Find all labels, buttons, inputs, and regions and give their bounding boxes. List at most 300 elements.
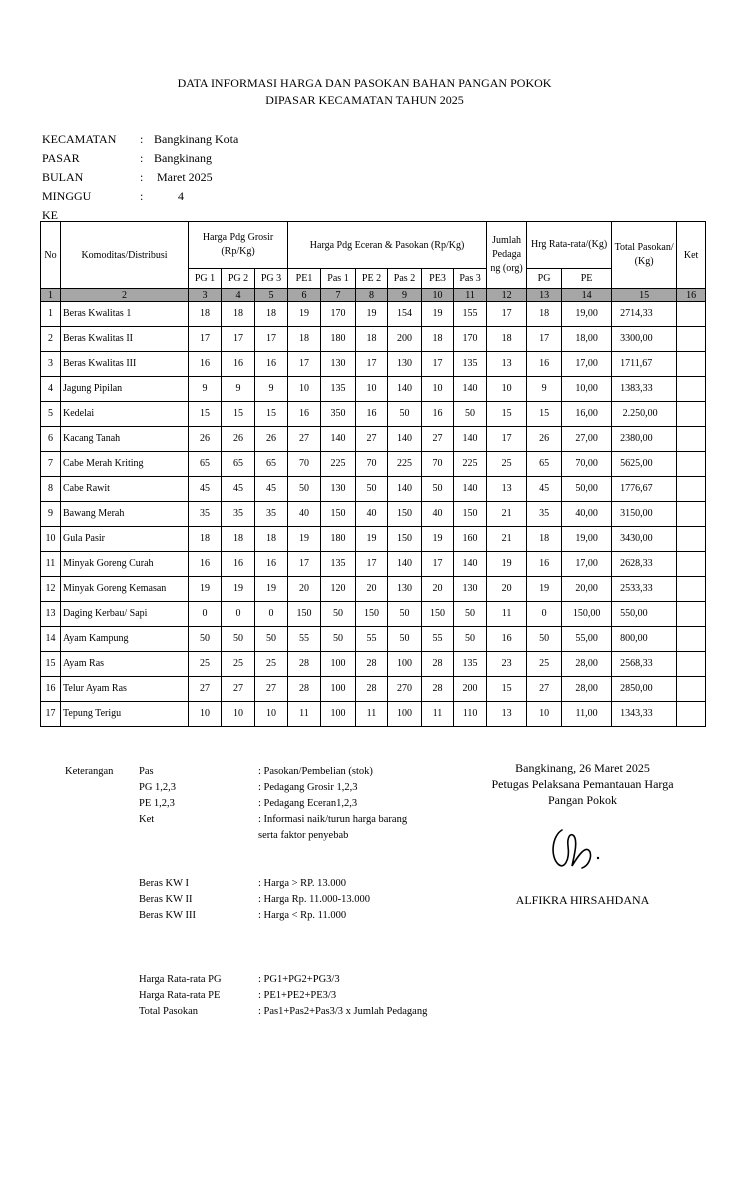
table-cell: 17 <box>189 327 222 352</box>
table-cell: 50 <box>454 402 487 427</box>
column-number-cell: 6 <box>288 289 321 302</box>
table-cell: 11 <box>288 702 321 727</box>
commodity-name-cell: Telur Ayam Ras <box>61 677 189 702</box>
subheader-cell: PE <box>562 269 612 289</box>
table-cell: 130 <box>388 577 422 602</box>
table-cell: 1343,33 <box>612 702 677 727</box>
table-cell: 45 <box>189 477 222 502</box>
table-cell: 12 <box>41 577 61 602</box>
table-row <box>41 377 706 402</box>
subheader-cell: Pas 2 <box>388 269 422 289</box>
table-cell: 16 <box>255 352 288 377</box>
table-cell: 100 <box>388 702 422 727</box>
table-cell: 150 <box>454 502 487 527</box>
commodity-name-cell: Beras Kwalitas II <box>61 327 189 352</box>
header-total-pasokan: Total Pasokan/ (Kg) <box>612 222 677 289</box>
table-cell: 14 <box>41 627 61 652</box>
table-row <box>41 627 706 652</box>
table-cell: 27 <box>356 427 388 452</box>
header-harga-rata: Hrg Rata-rata/(Kg) <box>527 222 612 269</box>
table-cell <box>677 702 706 727</box>
table-cell: 0 <box>222 602 255 627</box>
table-cell: 10 <box>255 702 288 727</box>
table-cell <box>677 627 706 652</box>
table-cell <box>677 527 706 552</box>
table-row <box>41 677 706 702</box>
header-row <box>41 222 706 269</box>
note-value: : Informasi naik/turun harga barang <box>258 814 408 825</box>
table-cell: 1776,67 <box>612 477 677 502</box>
note-key: Beras KW II <box>139 894 193 905</box>
table-cell: 140 <box>454 377 487 402</box>
column-number-cell: 16 <box>677 289 706 302</box>
column-number-cell: 14 <box>562 289 612 302</box>
table-cell: 155 <box>454 302 487 327</box>
table-cell: 16 <box>422 402 454 427</box>
table-cell: 19 <box>527 577 562 602</box>
table-cell: 2.250,00 <box>612 402 677 427</box>
table-cell: 17 <box>422 552 454 577</box>
table-cell: 16 <box>222 552 255 577</box>
table-cell: 130 <box>388 352 422 377</box>
signature-role-line-1: Petugas Pelaksana Pemantauan Harga <box>491 777 674 791</box>
table-cell: 18 <box>222 527 255 552</box>
commodity-name-cell: Ayam Ras <box>61 652 189 677</box>
subheader-cell: PE 2 <box>356 269 388 289</box>
table-cell: 1711,67 <box>612 352 677 377</box>
subheader-cell: Pas 3 <box>454 269 487 289</box>
table-cell: 13 <box>487 352 527 377</box>
note-key: PE 1,2,3 <box>139 798 175 809</box>
notes-heading: Keterangan <box>65 766 114 777</box>
note-value: : PG1+PG2+PG3/3 <box>258 974 340 985</box>
table-cell: 2568,33 <box>612 652 677 677</box>
header-eceran: Harga Pdg Eceran & Pasokan (Rp/Kg) <box>288 222 487 269</box>
column-number-cell: 8 <box>356 289 388 302</box>
signature-block <box>470 760 695 808</box>
table-cell: 18 <box>527 527 562 552</box>
commodity-name-cell: Tepung Terigu <box>61 702 189 727</box>
table-row <box>41 552 706 577</box>
table-cell: 9 <box>41 502 61 527</box>
table-cell: 130 <box>321 352 356 377</box>
table-cell: 2714,33 <box>612 302 677 327</box>
table-cell: 8 <box>41 477 61 502</box>
table-cell: 40 <box>422 502 454 527</box>
table-cell: 19,00 <box>562 302 612 327</box>
table-cell: 70 <box>422 452 454 477</box>
table-cell: 16 <box>356 402 388 427</box>
table-cell: 225 <box>388 452 422 477</box>
table-cell: 18 <box>255 302 288 327</box>
table-cell: 0 <box>527 602 562 627</box>
table-cell: 50 <box>527 627 562 652</box>
table-cell: 10 <box>422 377 454 402</box>
table-cell: 35 <box>527 502 562 527</box>
table-cell: 13 <box>487 477 527 502</box>
info-separator: : <box>140 189 144 203</box>
header-ket: Ket <box>677 222 706 289</box>
table-cell: 16,00 <box>562 402 612 427</box>
table-cell: 130 <box>454 577 487 602</box>
table-cell: 45 <box>255 477 288 502</box>
table-cell: 15 <box>189 402 222 427</box>
table-cell: 2533,33 <box>612 577 677 602</box>
commodity-name-cell: Daging Kerbau/ Sapi <box>61 602 189 627</box>
subheader-cell: PG <box>527 269 562 289</box>
table-cell: 25 <box>487 452 527 477</box>
table-cell: 3300,00 <box>612 327 677 352</box>
table-cell: 140 <box>388 477 422 502</box>
table-cell: 50 <box>222 627 255 652</box>
table-cell: 110 <box>454 702 487 727</box>
table-cell: 18 <box>527 302 562 327</box>
note-key: Harga Rata-rata PG <box>139 974 222 985</box>
info-label: PASAR <box>42 151 80 165</box>
column-number-cell: 3 <box>189 289 222 302</box>
table-cell: 150 <box>388 502 422 527</box>
column-number-cell: 5 <box>255 289 288 302</box>
table-cell: 50 <box>255 627 288 652</box>
table-row <box>41 477 706 502</box>
table-cell <box>677 327 706 352</box>
table-cell: 55 <box>422 627 454 652</box>
table-cell: 65 <box>255 452 288 477</box>
table-cell: 50 <box>288 477 321 502</box>
table-cell: 50 <box>454 627 487 652</box>
table-cell: 28 <box>288 677 321 702</box>
table-cell: 160 <box>454 527 487 552</box>
table-cell: 40 <box>288 502 321 527</box>
table-cell: 170 <box>454 327 487 352</box>
column-number-cell: 4 <box>222 289 255 302</box>
table-cell: 26 <box>527 427 562 452</box>
table-cell: 170 <box>321 302 356 327</box>
table-row <box>41 527 706 552</box>
table-cell <box>677 302 706 327</box>
table-cell: 25 <box>255 652 288 677</box>
table-cell: 16 <box>222 352 255 377</box>
table-row <box>41 652 706 677</box>
table-cell: 20 <box>356 577 388 602</box>
table-cell: 18 <box>288 327 321 352</box>
table-cell: 28 <box>356 677 388 702</box>
table-cell: 28 <box>422 677 454 702</box>
table-cell: 45 <box>222 477 255 502</box>
table-cell: 27 <box>189 677 222 702</box>
info-separator: : <box>140 170 144 184</box>
table-cell: 19 <box>288 527 321 552</box>
table-cell: 28,00 <box>562 652 612 677</box>
commodity-name-cell: Kedelai <box>61 402 189 427</box>
table-cell: 17 <box>356 352 388 377</box>
table-cell: 180 <box>321 327 356 352</box>
table-row <box>41 577 706 602</box>
table-cell: 550,00 <box>612 602 677 627</box>
table-row <box>41 427 706 452</box>
table-cell: 50 <box>388 402 422 427</box>
title-line-1: DATA INFORMASI HARGA DAN PASOKAN BAHAN PANGAN POKOK <box>177 76 552 90</box>
table-cell: 35 <box>222 502 255 527</box>
table-cell: 0 <box>255 602 288 627</box>
table-cell: 16 <box>487 627 527 652</box>
column-number-cell: 1 <box>41 289 61 302</box>
subheader-cell: PG 2 <box>222 269 255 289</box>
table-cell: 50 <box>189 627 222 652</box>
note-value: : Pedagang Eceran1,2,3 <box>258 798 358 809</box>
table-cell: 18,00 <box>562 327 612 352</box>
table-cell: 140 <box>388 427 422 452</box>
table-cell: 10 <box>356 377 388 402</box>
table-cell: 3430,00 <box>612 527 677 552</box>
commodity-name-cell: Minyak Goreng Kemasan <box>61 577 189 602</box>
table-cell <box>677 402 706 427</box>
table-cell: 23 <box>487 652 527 677</box>
table-cell: 17 <box>255 327 288 352</box>
table-cell: 40,00 <box>562 502 612 527</box>
table-cell: 20 <box>487 577 527 602</box>
table-cell: 28,00 <box>562 677 612 702</box>
table-cell: 65 <box>527 452 562 477</box>
table-cell: 18 <box>189 302 222 327</box>
table-cell: 100 <box>321 652 356 677</box>
column-number-row <box>41 289 706 302</box>
table-cell: 16 <box>41 677 61 702</box>
table-cell: 9 <box>527 377 562 402</box>
table-cell: 26 <box>222 427 255 452</box>
info-label: MINGGU KE <box>42 189 92 222</box>
subheader-cell: PE1 <box>288 269 321 289</box>
table-cell <box>677 552 706 577</box>
table-cell: 800,00 <box>612 627 677 652</box>
table-row <box>41 352 706 377</box>
table-cell: 13 <box>487 702 527 727</box>
commodity-name-cell: Kacang Tanah <box>61 427 189 452</box>
table-cell: 19 <box>356 302 388 327</box>
table-cell: 17 <box>288 352 321 377</box>
subheader-cell: PE3 <box>422 269 454 289</box>
table-cell: 2 <box>41 327 61 352</box>
table-cell: 11 <box>356 702 388 727</box>
signature-role-line-2: Pangan Pokok <box>548 793 617 807</box>
table-cell: 27 <box>422 427 454 452</box>
table-cell: 9 <box>189 377 222 402</box>
table-cell: 100 <box>321 702 356 727</box>
table-cell: 140 <box>321 427 356 452</box>
table-cell: 35 <box>255 502 288 527</box>
note-key: Total Pasokan <box>139 1006 199 1017</box>
table-cell: 15 <box>487 677 527 702</box>
handwritten-signature <box>548 822 608 877</box>
table-cell: 50 <box>454 602 487 627</box>
table-cell: 50 <box>388 627 422 652</box>
note-value: : Harga < Rp. 11.000 <box>258 910 347 921</box>
table-cell: 15 <box>487 402 527 427</box>
table-cell: 18 <box>189 527 222 552</box>
info-value: Bangkinang Kota <box>154 132 239 146</box>
table-cell: 17 <box>222 327 255 352</box>
table-cell: 140 <box>454 427 487 452</box>
table-cell: 150 <box>288 602 321 627</box>
table-cell: 27 <box>288 427 321 452</box>
table-cell: 55 <box>356 627 388 652</box>
table-row <box>41 702 706 727</box>
table-cell: 25 <box>527 652 562 677</box>
table-cell: 21 <box>487 527 527 552</box>
table-cell: 70,00 <box>562 452 612 477</box>
table-cell: 16 <box>255 552 288 577</box>
table-cell <box>677 427 706 452</box>
subheader-cell: PG 3 <box>255 269 288 289</box>
table-cell: 16 <box>189 552 222 577</box>
table-cell: 40 <box>356 502 388 527</box>
table-cell: 17 <box>356 552 388 577</box>
note-value: : Pasokan/Pembelian (stok) <box>258 766 373 777</box>
table-cell: 2380,00 <box>612 427 677 452</box>
commodity-name-cell: Gula Pasir <box>61 527 189 552</box>
table-cell: 28 <box>422 652 454 677</box>
table-cell: 11 <box>422 702 454 727</box>
table-cell: 50 <box>422 477 454 502</box>
signer-name: ALFIKRA HIRSAHDANA <box>515 893 650 907</box>
table-cell: 19 <box>255 577 288 602</box>
table-cell: 17 <box>288 552 321 577</box>
note-key: Beras KW III <box>139 910 196 921</box>
table-cell: 9 <box>255 377 288 402</box>
table-cell: 4 <box>41 377 61 402</box>
table-cell: 100 <box>321 677 356 702</box>
table-cell: 21 <box>487 502 527 527</box>
signature-place-date: Bangkinang, 26 Maret 2025 <box>515 761 650 775</box>
table-cell: 55,00 <box>562 627 612 652</box>
table-cell: 10 <box>222 702 255 727</box>
info-label: BULAN <box>42 170 84 184</box>
table-cell: 20,00 <box>562 577 612 602</box>
column-number-cell: 12 <box>487 289 527 302</box>
column-number-cell: 10 <box>422 289 454 302</box>
table-cell <box>677 652 706 677</box>
table-cell: 16 <box>527 352 562 377</box>
note-key: Harga Rata-rata PE <box>139 990 221 1001</box>
table-body <box>41 302 706 727</box>
table-cell: 135 <box>454 352 487 377</box>
table-cell: 200 <box>388 327 422 352</box>
table-cell: 50 <box>356 477 388 502</box>
table-cell: 50 <box>321 602 356 627</box>
table-cell: 225 <box>321 452 356 477</box>
table-cell: 150 <box>321 502 356 527</box>
table-cell: 154 <box>388 302 422 327</box>
commodity-name-cell: Cabe Merah Kriting <box>61 452 189 477</box>
table-cell: 1383,33 <box>612 377 677 402</box>
table-cell <box>677 477 706 502</box>
table-cell: 70 <box>288 452 321 477</box>
note-key: Beras KW I <box>139 878 189 889</box>
table-cell: 26 <box>255 427 288 452</box>
table-cell: 150,00 <box>562 602 612 627</box>
info-value: Bangkinang <box>154 151 212 165</box>
table-cell: 120 <box>321 577 356 602</box>
table-cell: 10 <box>527 702 562 727</box>
table-cell: 18 <box>222 302 255 327</box>
table-cell: 19 <box>422 527 454 552</box>
table-cell: 2850,00 <box>612 677 677 702</box>
table-cell: 11,00 <box>562 702 612 727</box>
table-cell: 17 <box>527 327 562 352</box>
table-cell: 50 <box>388 602 422 627</box>
note-key: PG 1,2,3 <box>139 782 177 793</box>
table-cell: 15 <box>222 402 255 427</box>
table-cell: 17 <box>41 702 61 727</box>
table-cell: 350 <box>321 402 356 427</box>
table-cell: 28 <box>288 652 321 677</box>
table-cell: 140 <box>454 552 487 577</box>
table-cell: 19 <box>487 552 527 577</box>
table-row <box>41 602 706 627</box>
table-cell: 50 <box>321 627 356 652</box>
table-cell: 10 <box>189 702 222 727</box>
table-cell: 5625,00 <box>612 452 677 477</box>
table-cell: 50,00 <box>562 477 612 502</box>
table-cell: 16 <box>189 352 222 377</box>
table-cell: 20 <box>422 577 454 602</box>
table-cell <box>677 577 706 602</box>
table-row <box>41 327 706 352</box>
column-number-cell: 13 <box>527 289 562 302</box>
table-cell: 135 <box>321 377 356 402</box>
commodity-name-cell: Minyak Goreng Curah <box>61 552 189 577</box>
header-no: No <box>41 222 61 289</box>
table-cell: 9 <box>222 377 255 402</box>
title-line-2: DIPASAR KECAMATAN TAHUN 2025 <box>265 93 464 107</box>
table-cell <box>677 677 706 702</box>
table-cell: 6 <box>41 427 61 452</box>
table-cell <box>677 452 706 477</box>
table-cell: 45 <box>527 477 562 502</box>
table-cell <box>677 602 706 627</box>
table-cell: 15 <box>41 652 61 677</box>
table-cell: 0 <box>189 602 222 627</box>
table-cell: 11 <box>41 552 61 577</box>
table-cell: 19 <box>356 527 388 552</box>
column-number-cell: 11 <box>454 289 487 302</box>
info-value: 4 <box>154 189 184 203</box>
table-row <box>41 302 706 327</box>
note-value: : Pedagang Grosir 1,2,3 <box>258 782 358 793</box>
column-number-cell: 9 <box>388 289 422 302</box>
commodity-name-cell: Bawang Merah <box>61 502 189 527</box>
table-cell: 27 <box>527 677 562 702</box>
table-row <box>41 402 706 427</box>
table-cell: 18 <box>356 327 388 352</box>
price-table <box>40 221 706 727</box>
note-value: : Harga Rp. 11.000-13.000 <box>258 894 370 905</box>
table-row <box>41 452 706 477</box>
table-cell: 10 <box>487 377 527 402</box>
table-cell: 140 <box>388 552 422 577</box>
table-cell: 18 <box>487 327 527 352</box>
table-cell <box>677 502 706 527</box>
table-cell: 65 <box>222 452 255 477</box>
table-cell: 200 <box>454 677 487 702</box>
table-cell <box>677 377 706 402</box>
table-cell: 13 <box>41 602 61 627</box>
table-cell: 225 <box>454 452 487 477</box>
table-cell: 10,00 <box>562 377 612 402</box>
info-value: Maret 2025 <box>154 170 213 184</box>
table-cell: 19 <box>422 302 454 327</box>
table-cell: 26 <box>189 427 222 452</box>
